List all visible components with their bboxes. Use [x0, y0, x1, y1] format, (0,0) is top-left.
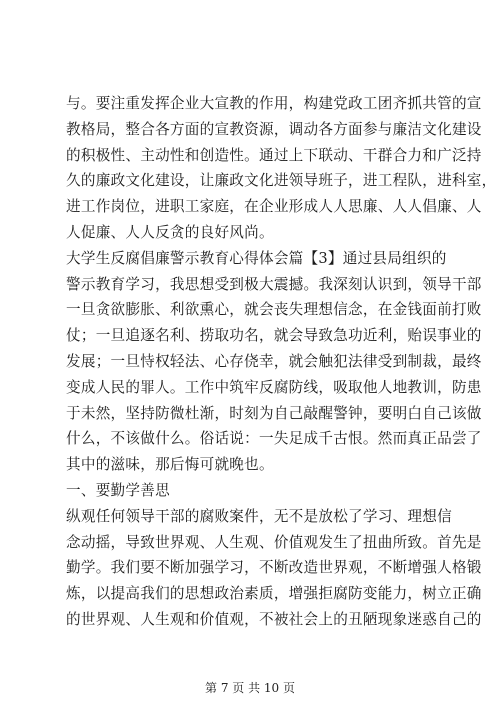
text-line: 炼，以提高我们的思想政治素质，增强拒腐防变能力，树立正确	[66, 585, 482, 603]
text-line: 于未然，坚持防微杜渐，时刻为自己敲醒警钟，要明白自己该做	[66, 404, 482, 422]
text-line: 勤学。我们要不断加强学习，不断改造世界观，不断增强人格锻	[66, 559, 482, 577]
text-line: 警示教育学习，我思想受到极大震撼。我深刻认识到，领导干部	[66, 275, 482, 293]
text-line: 人促廉、人人反贪的良好风尚。	[66, 224, 274, 241]
text-line: 什么，不该做什么。俗话说：一失足成千古恨。然而真正品尝了	[66, 430, 482, 448]
text-line: 仗；一旦追逐名利、捞取功名，就会导致急功近利，贻误事业的	[66, 327, 482, 345]
text-line: 一、要勤学善思	[66, 482, 170, 499]
text-line: 教格局，整合各方面的宣教资源，调动各方面参与廉洁文化建设	[66, 120, 482, 138]
text-line: 大学生反腐倡廉警示教育心得体会篇【3】通过县局组织的	[66, 249, 447, 267]
text-line: 发展；一旦恃权轻法、心存侥幸，就会触犯法律受到制裁，最终	[66, 353, 482, 370]
text-line: 念动摇，导致世界观、人生观、价值观发生了扭曲所致。首先是	[66, 533, 482, 551]
text-line: 的积极性、主动性和创造性。通过上下联动、干群合力和广泛持	[66, 146, 482, 164]
text-line: 纵观任何领导干部的腐败案件，无不是放松了学习、理想信	[66, 507, 452, 525]
text-line: 变成人民的罪人。工作中筑牢反腐防线，吸取他人地教训，防患	[66, 378, 482, 396]
text-line: 其中的滋味，那后悔可就晚也。	[66, 456, 274, 474]
page-footer: 第 7 页 共 10 页	[205, 681, 295, 695]
text-line: 进工作岗位，进职工家庭，在企业形成人人思廉、人人倡廉、人	[66, 198, 482, 216]
text-line: 久的廉政文化建设，让廉政文化进领导班子，进工程队，进科室，	[66, 172, 497, 190]
text-line: 的世界观、人生观和价值观，不被社会上的丑陋现象迷惑自己的	[66, 611, 482, 628]
text-line: 与。要注重发挥企业大宣教的作用，构建党政工团齐抓共管的宣	[66, 95, 482, 112]
text-line: 一旦贪欲膨胀、利欲熏心，就会丧失理想信念，在金钱面前打败	[66, 301, 482, 319]
